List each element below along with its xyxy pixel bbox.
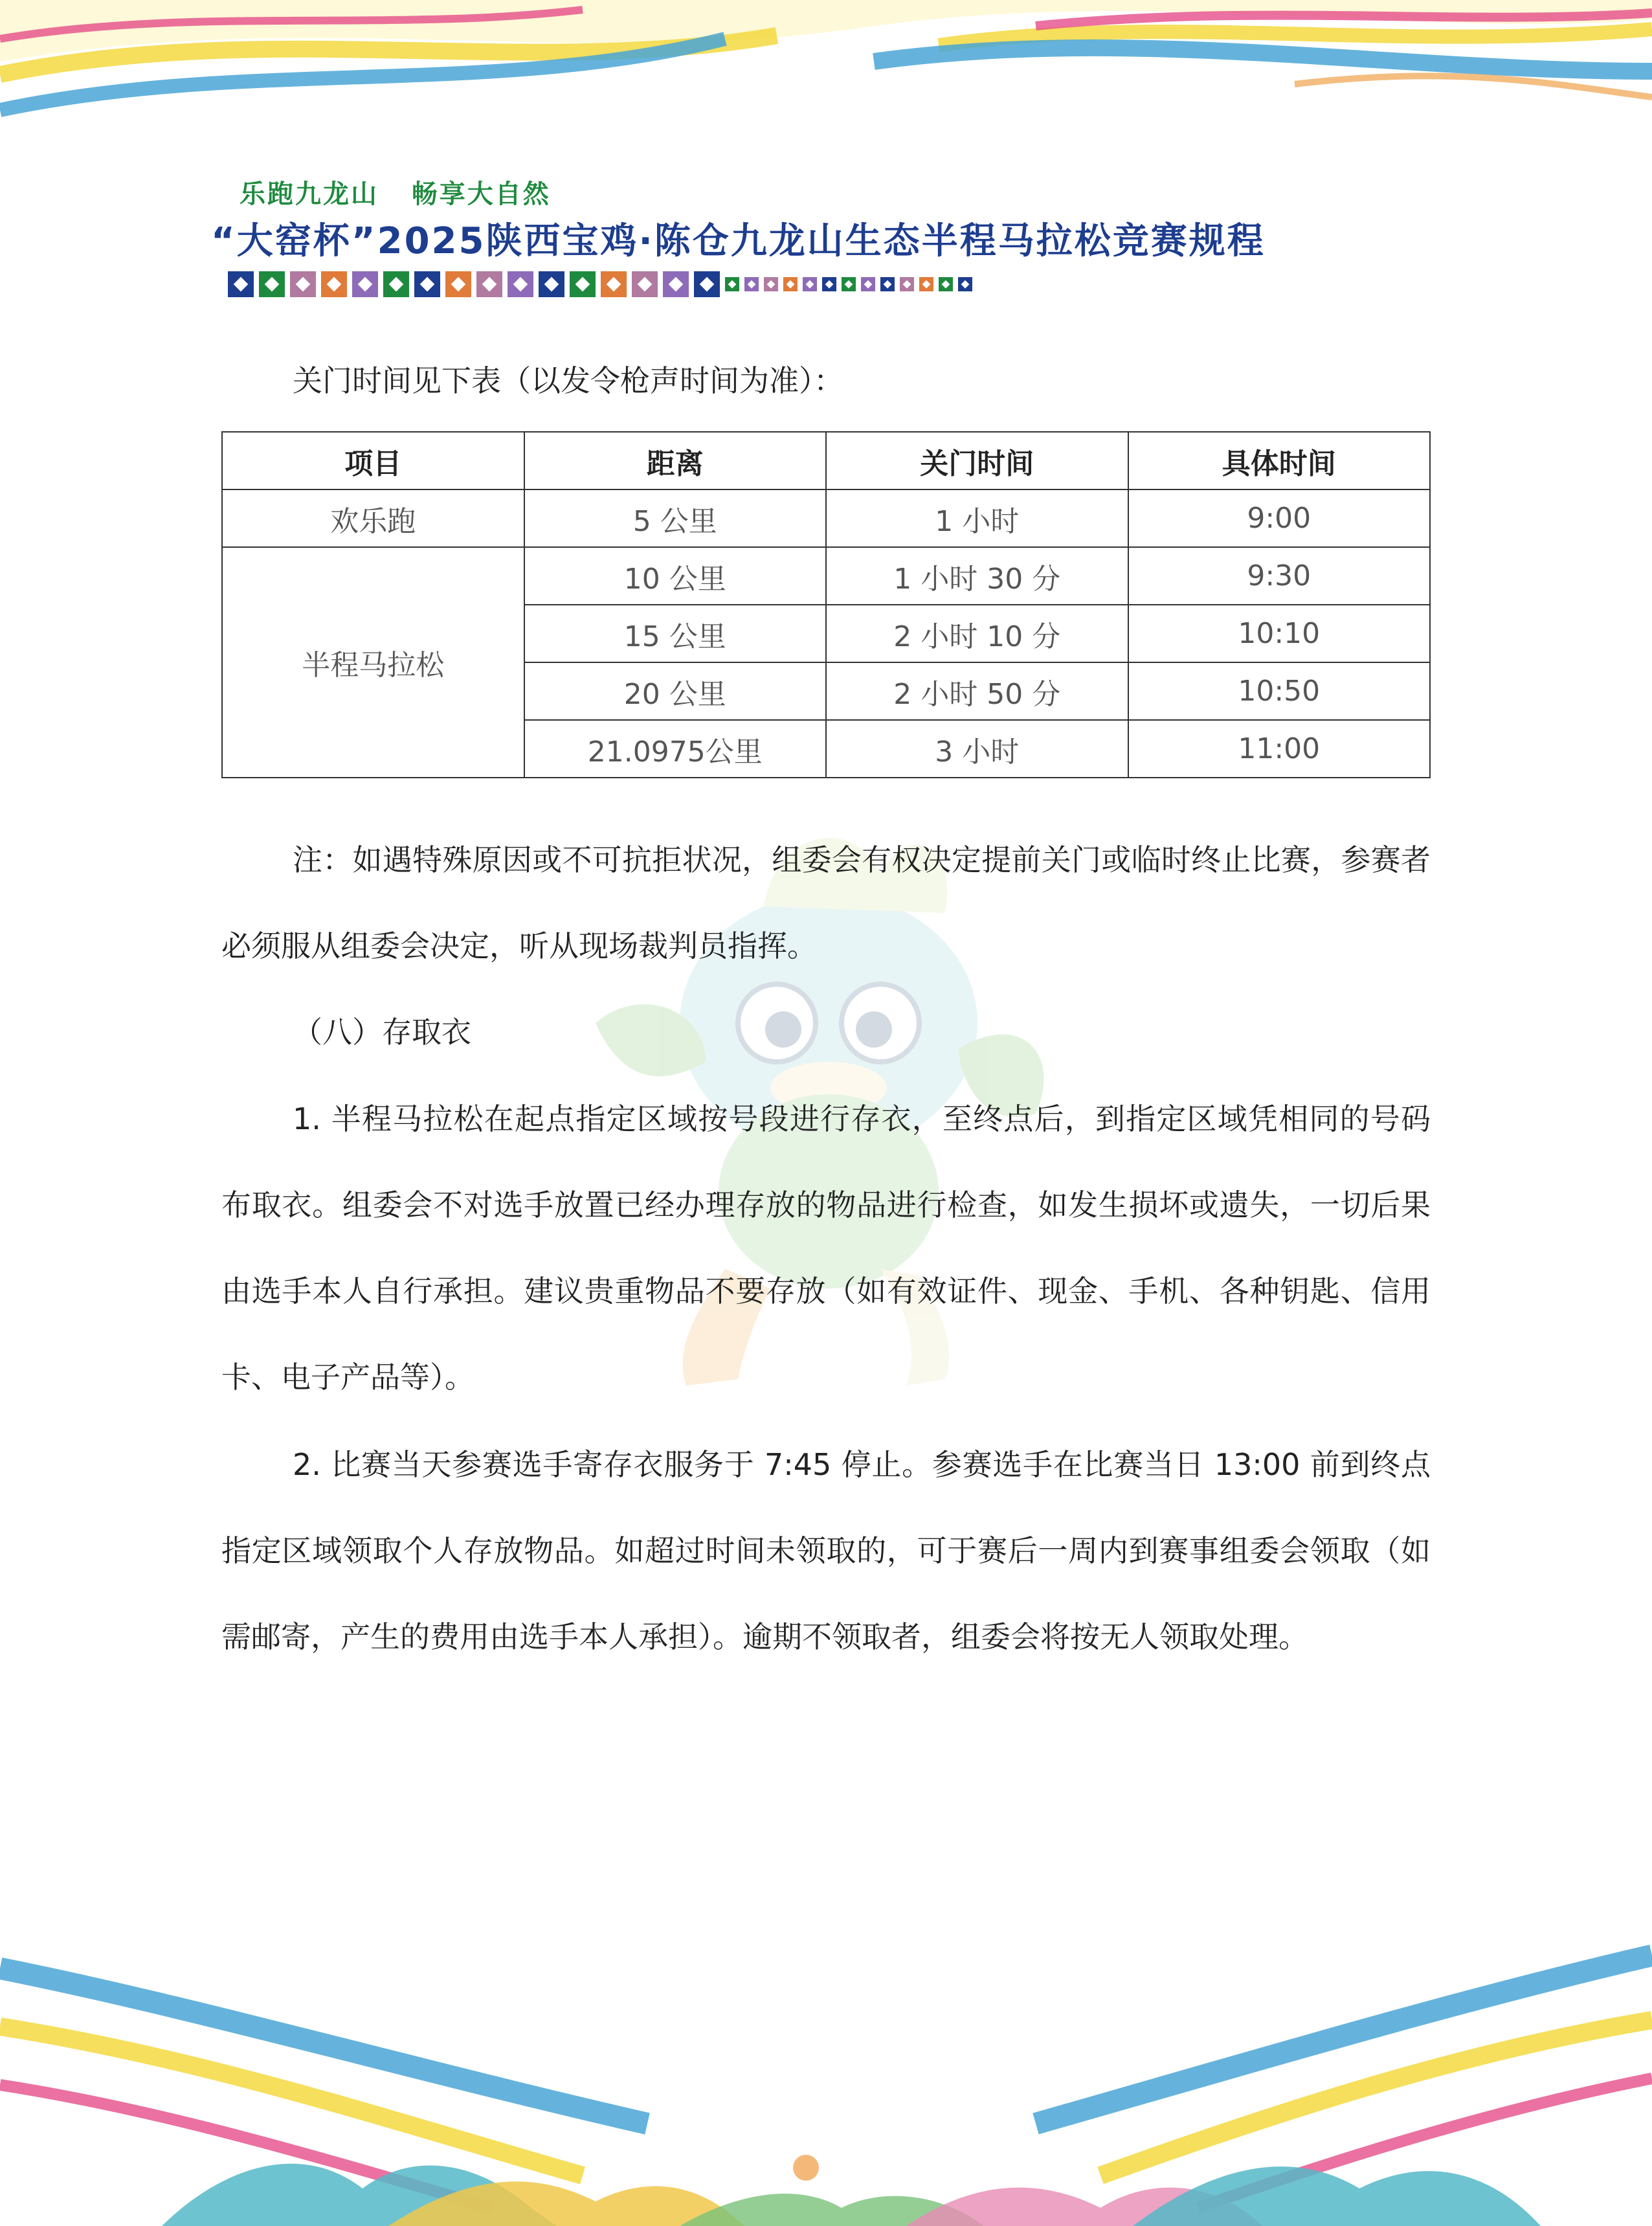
clothing-storage-paragraph-2: 2. 比赛当天参赛选手寄存衣服务于 7:45 停止。参赛选手在比赛当日 13:00 前到终点指定区域领取个人存放物品。如超过时间未领取的，可于赛后一周内到赛事组委会领取（如需邮寄，产生的费用由选手本人承担）。逾期不领取者，组委会将按无人领取处理。: [221, 1447, 1431, 1654]
clock-time-cell: 11:00: [1128, 720, 1431, 778]
diamond-icon: [321, 271, 347, 297]
clock-time-cell: 9:30: [1128, 547, 1431, 605]
diamond-icon: [900, 277, 914, 291]
distance-cell: 5 公里: [524, 489, 827, 547]
distance-cell: 15 公里: [524, 605, 827, 662]
cutoff-cell: 1 小时: [826, 489, 1128, 547]
diamond-icon: [383, 271, 409, 297]
distance-cell: 20 公里: [524, 662, 827, 720]
distance-cell: 21.0975公里: [524, 720, 827, 778]
diamond-icon: [352, 271, 378, 297]
diamond-icon: [228, 271, 254, 297]
diamond-icon: [880, 277, 895, 291]
clock-time-cell: 9:00: [1128, 489, 1431, 547]
diamond-icon: [290, 271, 316, 297]
diamond-icon: [539, 271, 564, 297]
event-name-half-marathon: 半程马拉松: [222, 547, 524, 778]
diamond-icon: [803, 277, 817, 291]
cutoff-cell: 1 小时 30 分: [826, 547, 1128, 605]
diamond-icon: [570, 271, 596, 297]
distance-cell: 10 公里: [524, 547, 827, 605]
diamond-icon: [939, 277, 953, 291]
diamond-icon: [259, 271, 285, 297]
diamond-icon: [744, 277, 759, 291]
clothing-storage-paragraph-1: 1. 半程马拉松在起点指定区域按号段进行存衣，至终点后，到指定区域凭相同的号码布取衣。组委会不对选手放置已经办理存放的物品进行检查，如发生损坏或遗失，一切后果由选手本人自行承担。建议贵重物品不要存放（如有效证件、现金、手机、各种钥匙、信用卡、电子产品等）。: [221, 1101, 1431, 1395]
diamond-icon: [783, 277, 798, 291]
event-name-fun-run: 欢乐跑: [222, 489, 524, 547]
diamond-icon: [842, 277, 856, 291]
diamond-icon: [632, 271, 658, 297]
slogan-text: 乐跑九龙山 畅享大自然: [240, 179, 551, 209]
table-row: [222, 489, 1430, 547]
diamond-icon: [414, 271, 440, 297]
clock-time-cell: 10:10: [1128, 605, 1431, 662]
top-ribbon-decoration: [0, 0, 1652, 142]
header-cell-event: 项目: [222, 432, 524, 489]
section-heading: （八）存取衣: [293, 1015, 471, 1050]
document-title: “大窑杯”2025陕西宝鸡·陈仓九龙山生态半程马拉松竞赛规程: [211, 220, 1266, 262]
header-cell-clock-time: 具体时间: [1128, 432, 1431, 489]
cutoff-time-table: [221, 431, 1431, 778]
header-cell-distance: 距离: [524, 432, 827, 489]
cutoff-cell: 2 小时 50 分: [826, 662, 1128, 720]
header-cell-cutoff: 关门时间: [826, 432, 1128, 489]
table-row: [222, 547, 1430, 605]
diamond-icon: [861, 277, 875, 291]
diamond-icon: [725, 277, 739, 291]
diamond-icon: [663, 271, 689, 297]
clock-time-cell: 10:50: [1128, 662, 1431, 720]
cutoff-cell: 2 小时 10 分: [826, 605, 1128, 662]
diamond-icon: [476, 271, 502, 297]
diamond-icon: [601, 271, 627, 297]
diamond-icon: [508, 271, 533, 297]
diamond-icon: [694, 271, 720, 297]
diamond-icon: [822, 277, 836, 291]
table-header-row: [222, 432, 1430, 489]
note-paragraph: 注：如遇特殊原因或不可抗拒状况，组委会有权决定提前关门或临时终止比赛，参赛者必须服从组委会决定，听从现场裁判员指挥。: [221, 842, 1431, 963]
diamond-icon: [919, 277, 933, 291]
diamond-icon: [958, 277, 972, 291]
cutoff-cell: 3 小时: [826, 720, 1128, 778]
diamond-icon: [764, 277, 778, 291]
cutoff-intro-text: 关门时间见下表（以发令枪声时间为准）：: [293, 363, 843, 398]
diamond-pattern-decoration: [228, 269, 972, 299]
bottom-mountain-decoration: [0, 1929, 1652, 2226]
diamond-icon: [445, 271, 471, 297]
